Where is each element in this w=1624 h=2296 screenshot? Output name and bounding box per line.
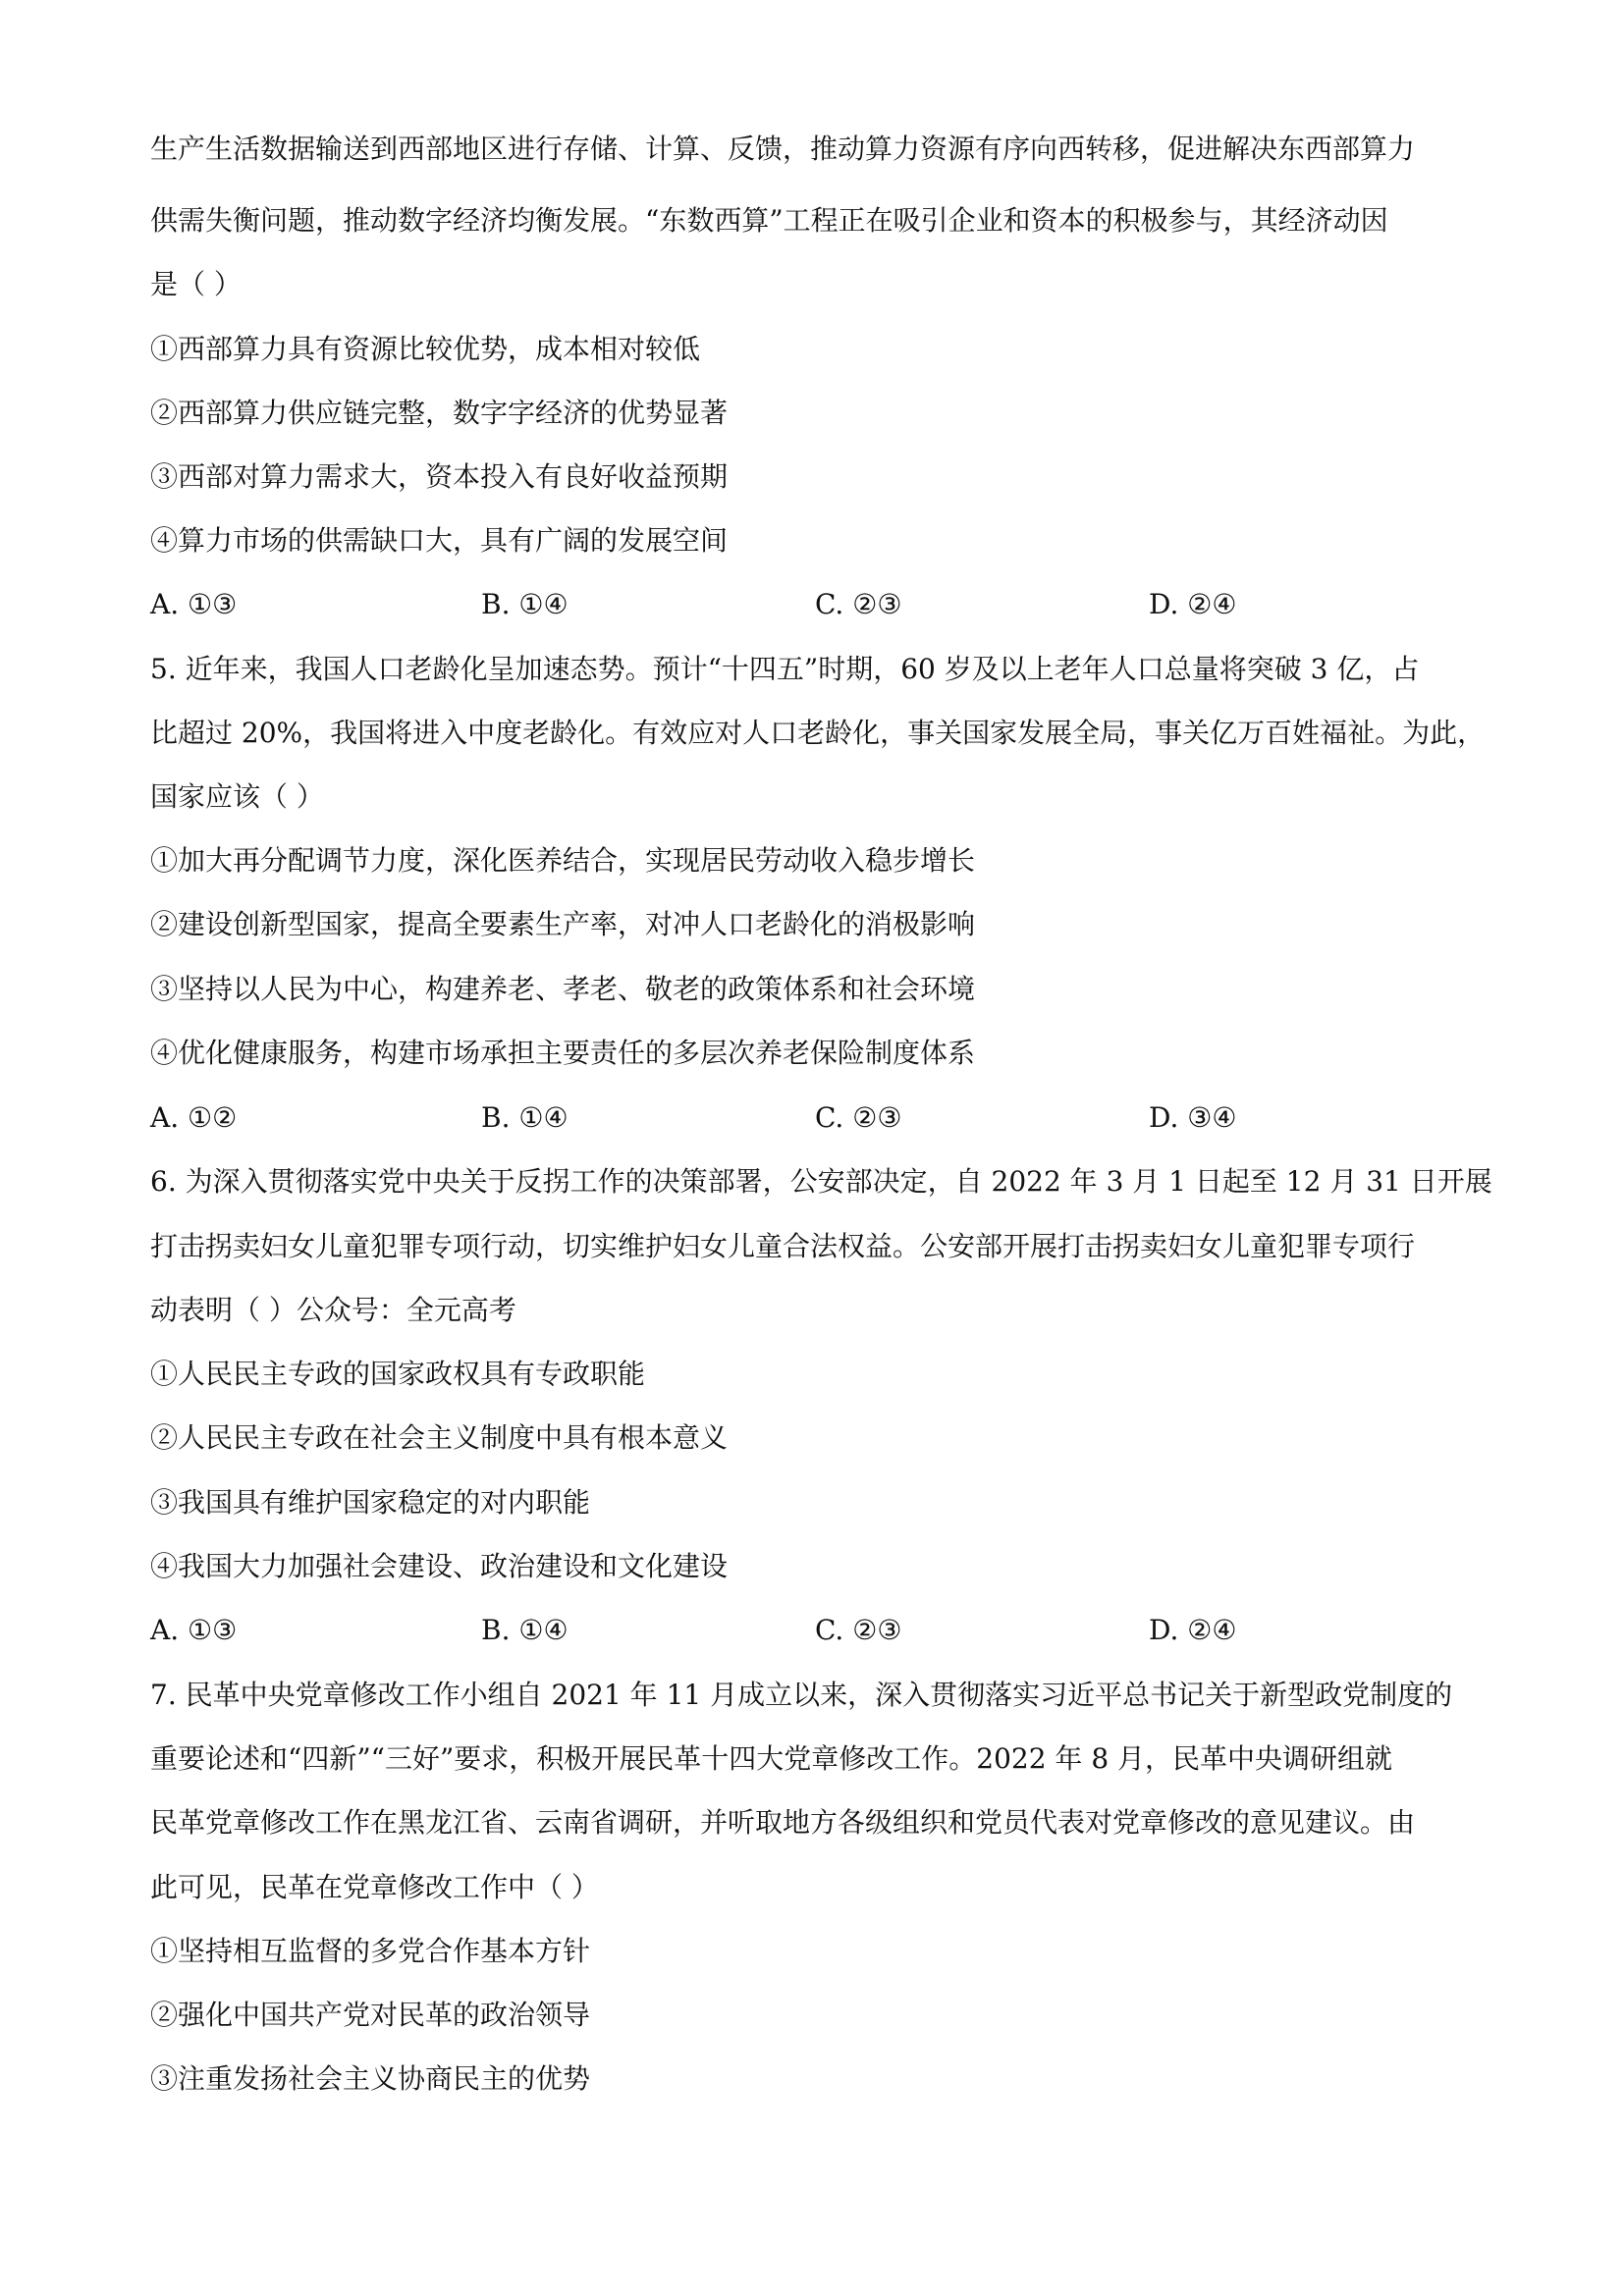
q4-stem-line-1: 生产生活数据输送到西部地区进行存储、计算、反馈，推动算力资源有序向西转移，促进解决东西部算力 [150, 133, 1416, 165]
q7-stem-line-1: 7. 民革中央党章修改工作小组自 2021 年 11 月成立以来，深入贯彻落实习近平总书记关于新型政党制度的 [150, 1679, 1453, 1711]
q5-stem-line-3: 国家应该（ ） [150, 780, 324, 813]
q6-option-a: A. ①③ [150, 1614, 238, 1646]
q6-statement-3: ③我国具有维护国家稳定的对内职能 [150, 1486, 591, 1519]
q4-option-d: D. ②④ [1149, 588, 1237, 620]
q4-statement-3: ③西部对算力需求大，资本投入有良好收益预期 [150, 460, 729, 493]
q6-stem-line-2: 打击拐卖妇女儿童犯罪专项行动，切实维护妇女儿童合法权益。公安部开展打击拐卖妇女儿童犯罪专项行 [150, 1230, 1416, 1262]
q5-stem-line-1: 5. 近年来，我国人口老龄化呈加速态势。预计“十四五”时期，60 岁及以上老年人口总量将突破 3 亿，占 [150, 653, 1420, 685]
q6-option-d: D. ②④ [1149, 1614, 1237, 1646]
q5-option-c: C. ②③ [815, 1101, 902, 1134]
q6-option-b: B. ①④ [481, 1614, 568, 1646]
q4-statement-2: ②西部算力供应链完整，数字字经济的优势显著 [150, 397, 729, 429]
q5-option-a: A. ①② [150, 1101, 238, 1134]
q7-statement-3: ③注重发扬社会主义协商民主的优势 [150, 2062, 591, 2095]
q6-statement-1: ①人民民主专政的国家政权具有专政职能 [150, 1358, 646, 1390]
q7-stem-line-3: 民革党章修改工作在黑龙江省、云南省调研，并听取地方各级组织和党员代表对党章修改的意见建议。由 [150, 1806, 1416, 1839]
q6-stem-line-1: 6. 为深入贯彻落实党中央关于反拐工作的决策部署，公安部决定，自 2022 年 3 月 1 日起至 12 月 31 日开展 [150, 1165, 1492, 1198]
q4-stem-line-2: 供需失衡问题，推动数字经济均衡发展。“东数西算”工程正在吸引企业和资本的积极参与，其经济动因 [150, 204, 1388, 237]
q4-option-a: A. ①③ [150, 588, 238, 620]
q5-statement-1: ①加大再分配调节力度，深化医养结合，实现居民劳动收入稳步增长 [150, 844, 976, 877]
q7-statement-1: ①坚持相互监督的多党合作基本方针 [150, 1935, 591, 1967]
q5-stem-line-2: 比超过 20%，我国将进入中度老龄化。有效应对人口老龄化，事关国家发展全局，事关亿万百姓福祉。为此， [150, 717, 1486, 749]
q7-statement-2: ②强化中国共产党对民革的政治领导 [150, 1999, 591, 2031]
q6-statement-4: ④我国大力加强社会建设、政治建设和文化建设 [150, 1550, 729, 1582]
q5-option-b: B. ①④ [481, 1101, 568, 1134]
q4-option-b: B. ①④ [481, 588, 568, 620]
q4-statement-1: ①西部算力具有资源比较优势，成本相对较低 [150, 333, 701, 365]
q5-statement-2: ②建设创新型国家，提高全要素生产率，对冲人口老龄化的消极影响 [150, 908, 976, 940]
q6-stem-line-3: 动表明（ ）公众号：全元高考 [150, 1294, 516, 1326]
q6-option-c: C. ②③ [815, 1614, 902, 1646]
q5-option-d: D. ③④ [1149, 1101, 1237, 1134]
q4-option-c: C. ②③ [815, 588, 902, 620]
q4-stem-line-3: 是（ ） [150, 268, 242, 300]
q4-statement-4: ④算力市场的供需缺口大，具有广阔的发展空间 [150, 524, 729, 557]
q7-stem-line-4: 此可见，民革在党章修改工作中（ ） [150, 1871, 599, 1903]
q6-statement-2: ②人民民主专政在社会主义制度中具有根本意义 [150, 1421, 729, 1454]
q5-statement-4: ④优化健康服务，构建市场承担主要责任的多层次养老保险制度体系 [150, 1037, 976, 1069]
q5-statement-3: ③坚持以人民为中心，构建养老、孝老、敬老的政策体系和社会环境 [150, 973, 976, 1005]
q7-stem-line-2: 重要论述和“四新”“三好”要求，积极开展民革十四大党章修改工作。2022 年 8 月，民革中央调研组就 [150, 1742, 1393, 1775]
